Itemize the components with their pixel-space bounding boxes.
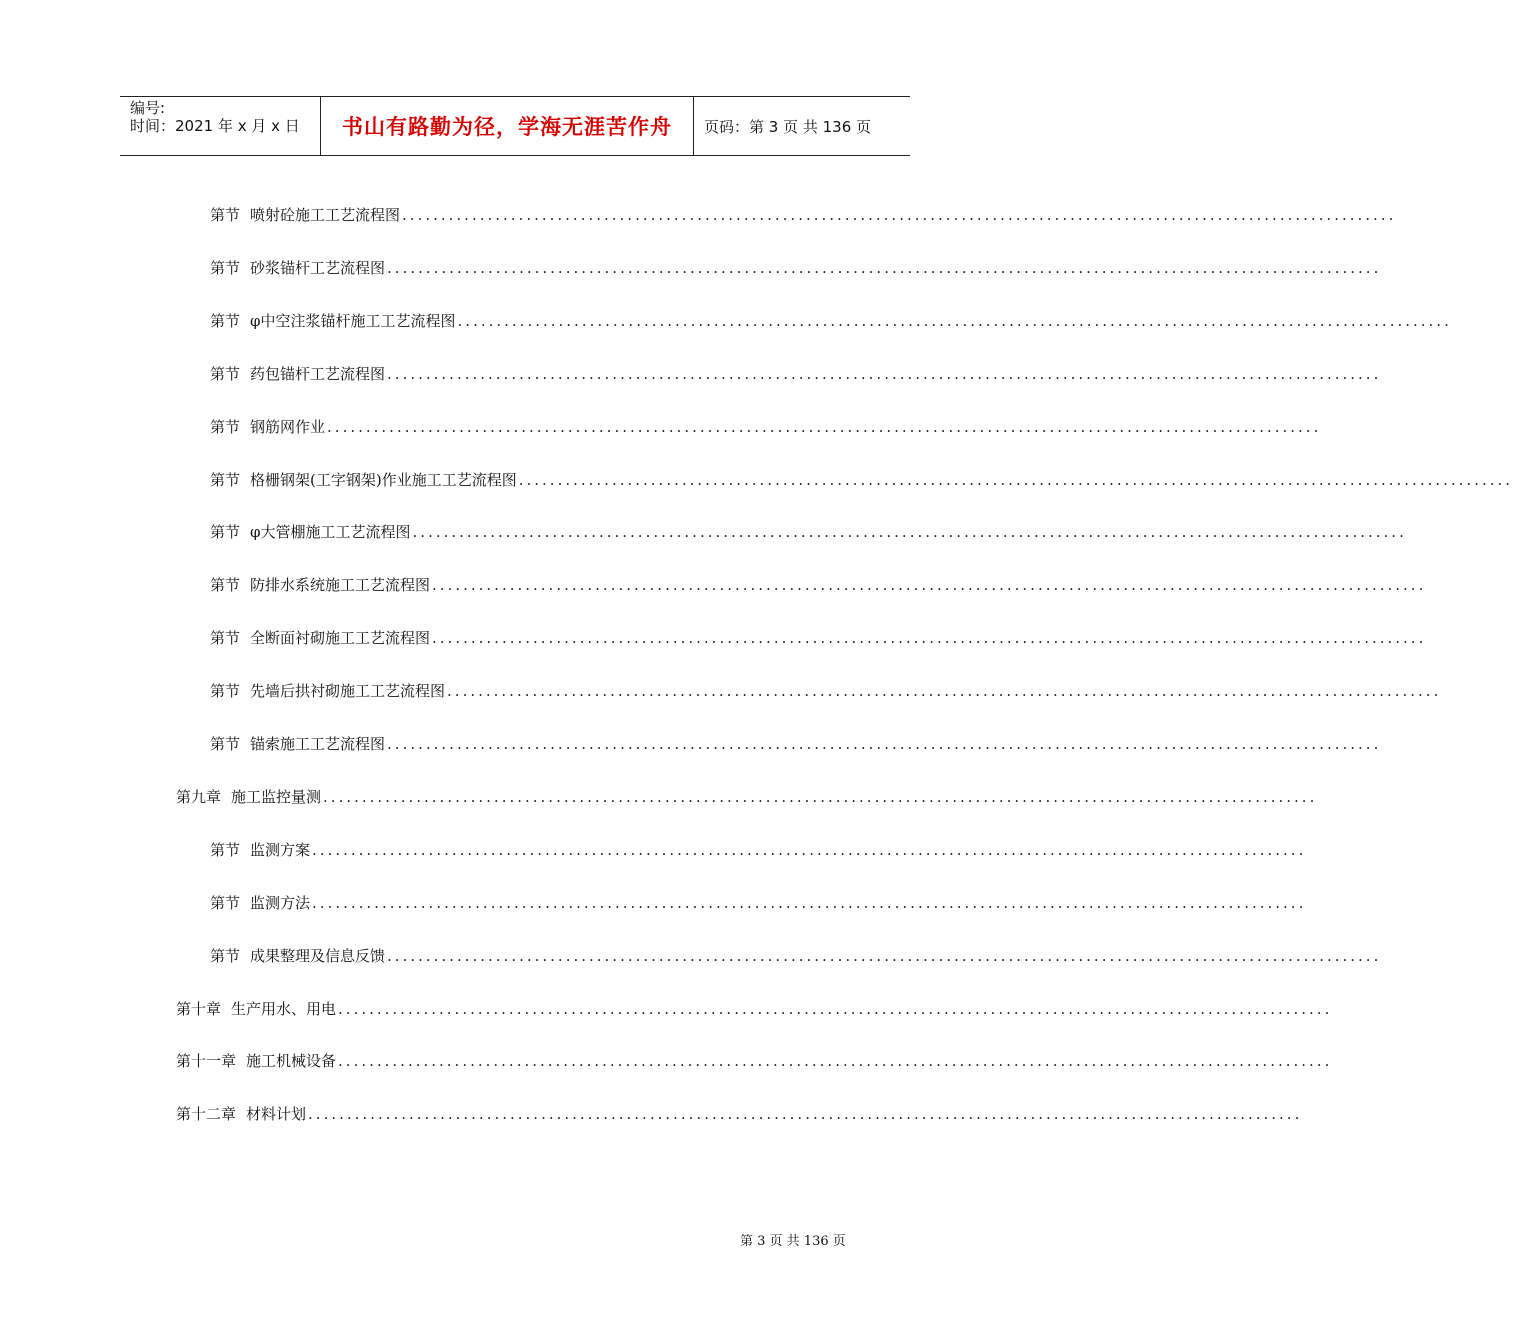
toc-dot-leader: ................................................................................................................................ [447, 682, 1442, 700]
toc-entry-label [210, 204, 400, 225]
toc-dot-leader: ................................................................................................................................ [518, 471, 1513, 489]
toc-entry-title: 监测方案 [250, 841, 311, 859]
toc-entry-prefix: 第节 [210, 947, 241, 965]
toc-dot-leader: ................................................................................................................................ [323, 788, 1318, 806]
toc-entry-title: 钢筋网作业 [250, 418, 326, 436]
toc-dot-leader: ................................................................................................................................ [327, 418, 1322, 436]
toc-dot-leader: ................................................................................................................................ [338, 1000, 1333, 1018]
toc-section-entry[interactable] [210, 839, 1307, 861]
toc-entry-title: 监测方法 [250, 894, 311, 912]
toc-section-entry[interactable] [210, 204, 1397, 226]
toc-dot-leader: ................................................................................................................................ [312, 841, 1307, 859]
toc-section-entry[interactable] [210, 680, 1442, 702]
toc-entry-label [210, 892, 310, 913]
toc-section-entry[interactable] [210, 416, 1322, 438]
toc-entry-label [210, 680, 445, 701]
toc-entry-prefix: 第节 [210, 365, 241, 383]
toc-entry-title: 锚索施工工艺流程图 [250, 735, 386, 753]
toc-entry-prefix: 第节 [210, 523, 241, 541]
toc-entry-prefix: 第节 [210, 471, 241, 489]
toc-entry-title: 先墙后拱衬砌施工工艺流程图 [250, 682, 446, 700]
toc-dot-leader: ................................................................................................................................ [338, 1052, 1333, 1070]
toc-section-entry[interactable] [210, 310, 1452, 332]
toc-entry-label [210, 945, 385, 966]
serial-label: 编号: [130, 99, 166, 117]
toc-entry-label [210, 574, 430, 595]
toc-entry-title: 防排水系统施工工艺流程图 [250, 576, 431, 594]
toc-entry-label [210, 469, 517, 490]
toc-chapter-entry[interactable] [176, 1050, 1333, 1072]
toc-section-entry[interactable] [210, 363, 1382, 385]
toc-entry-title: 材料计划 [246, 1105, 307, 1123]
toc-entry-prefix: 第节 [210, 682, 241, 700]
toc-entry-label [210, 521, 411, 542]
toc-section-entry[interactable] [210, 733, 1382, 755]
header-page-info: 页码：第 3 页 共 136 页 [704, 117, 872, 136]
toc-section-entry[interactable] [210, 892, 1307, 914]
toc-entry-prefix: 第节 [210, 629, 241, 647]
toc-section-entry[interactable] [210, 521, 1407, 543]
toc-entry-label [210, 627, 430, 648]
toc-entry-label [210, 257, 385, 278]
toc-entry-title: 砂浆锚杆工艺流程图 [250, 259, 386, 277]
toc-entry-prefix: 第节 [210, 894, 241, 912]
toc-entry-title: 成果整理及信息反馈 [250, 947, 386, 965]
toc-entry-title: 生产用水、用电 [231, 1000, 337, 1018]
toc-entry-label [210, 363, 385, 384]
toc-entry-title: φ大管棚施工工艺流程图 [250, 523, 411, 541]
toc-entry-title: 格栅钢架(工字钢架)作业施工工艺流程图 [250, 471, 517, 489]
toc-dot-leader: ................................................................................................................................ [312, 894, 1307, 912]
toc-entry-prefix: 第节 [210, 312, 241, 330]
toc-chapter-entry[interactable] [176, 998, 1333, 1020]
toc-entry-prefix: 第节 [210, 418, 241, 436]
toc-entry-label [210, 733, 385, 754]
toc-entry-prefix: 第十一章 [176, 1052, 237, 1070]
toc-dot-leader: ................................................................................................................................ [387, 259, 1382, 277]
toc-entry-prefix: 第节 [210, 735, 241, 753]
toc-section-entry[interactable] [210, 574, 1427, 596]
toc-entry-label [176, 1103, 306, 1124]
toc-dot-leader: ................................................................................................................................ [432, 629, 1427, 647]
toc-dot-leader: ................................................................................................................................ [387, 735, 1382, 753]
toc-entry-title: 喷射砼施工工艺流程图 [250, 206, 401, 224]
toc-entry-label [210, 416, 325, 437]
toc-entry-title: φ中空注浆锚杆施工工艺流程图 [250, 312, 456, 330]
toc-dot-leader: ................................................................................................................................ [457, 312, 1452, 330]
toc-dot-leader: ................................................................................................................................ [412, 523, 1407, 541]
toc-entry-prefix: 第节 [210, 576, 241, 594]
toc-dot-leader: ................................................................................................................................ [308, 1105, 1303, 1123]
toc-entry-label [210, 310, 456, 331]
toc-section-entry[interactable] [210, 945, 1382, 967]
toc-entry-prefix: 第节 [210, 206, 241, 224]
toc-section-entry[interactable] [210, 627, 1427, 649]
toc-dot-leader: ................................................................................................................................ [432, 576, 1427, 594]
toc-section-entry[interactable] [210, 469, 1513, 491]
toc-dot-leader: ................................................................................................................................ [402, 206, 1397, 224]
toc-entry-label [176, 1050, 336, 1071]
toc-entry-prefix: 第十二章 [176, 1105, 237, 1123]
toc-chapter-entry[interactable] [176, 1103, 1303, 1125]
toc-entry-label [210, 839, 310, 860]
toc-entry-prefix: 第节 [210, 259, 241, 277]
date-line: 时间：2021 年 x 月 x 日 [130, 117, 300, 135]
toc-entry-prefix: 第九章 [176, 788, 222, 806]
toc-section-entry[interactable] [210, 257, 1382, 279]
header-motto: 书山有路勤为径，学海无涯苦作舟 [321, 97, 694, 155]
toc-dot-leader: ................................................................................................................................ [387, 947, 1382, 965]
toc-chapter-entry[interactable] [176, 786, 1318, 808]
toc-dot-leader: ................................................................................................................................ [387, 365, 1382, 383]
toc-entry-title: 施工机械设备 [246, 1052, 337, 1070]
toc-entry-title: 施工监控量测 [231, 788, 322, 806]
page-footer: 第 3 页 共 136 页 [740, 1234, 846, 1249]
toc-entry-prefix: 第节 [210, 841, 241, 859]
toc-entry-label [176, 786, 321, 807]
toc-entry-prefix: 第十章 [176, 1000, 222, 1018]
toc-entry-title: 药包锚杆工艺流程图 [250, 365, 386, 383]
toc-entry-label [176, 998, 336, 1019]
toc-entry-title: 全断面衬砌施工工艺流程图 [250, 629, 431, 647]
